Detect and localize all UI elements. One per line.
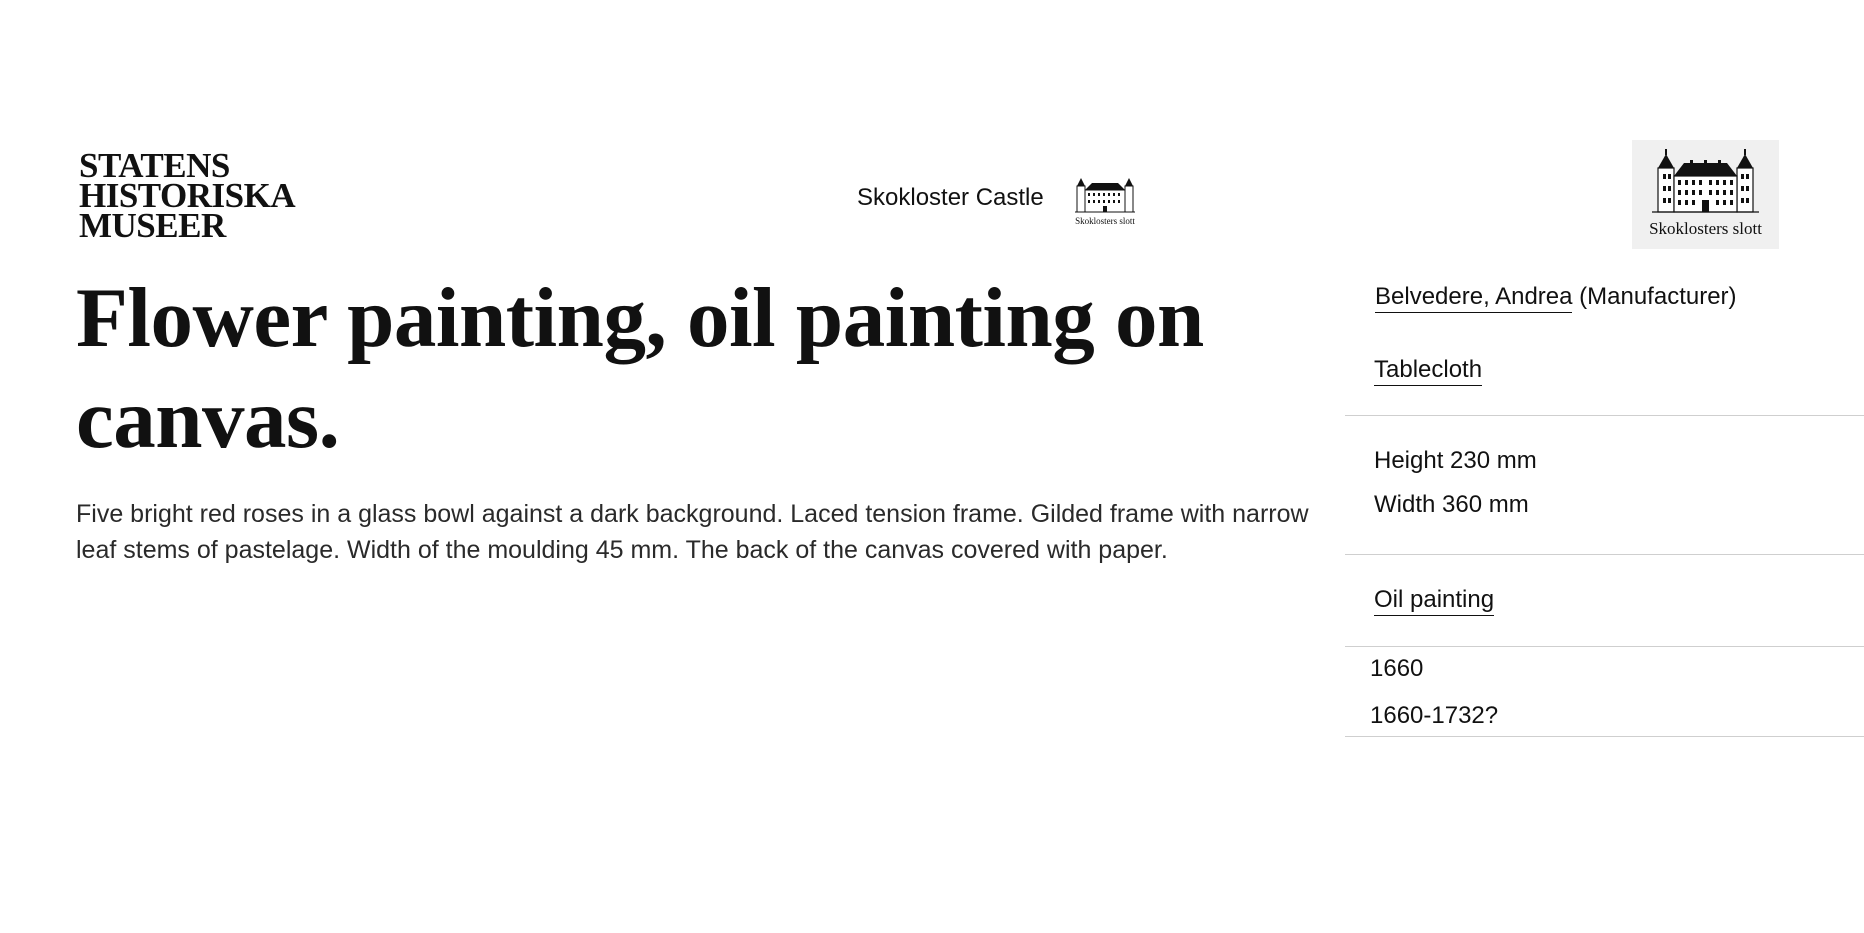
castle-link[interactable]: Skokloster Castle [857,184,1044,211]
museum-logo-line-2: HISTORISKA [79,176,296,215]
date-2: 1660-1732? [1370,702,1499,729]
castle-emblem-small-caption: Skoklosters slott [1075,216,1135,226]
dimension-height: Height 230 mm [1374,447,1537,474]
info-panel [1345,0,1864,933]
dimension-width: Width 360 mm [1374,491,1529,518]
classification-link[interactable]: Tablecloth [1374,356,1482,386]
manufacturer-row [1375,282,1737,312]
museum-logo[interactable] [79,146,296,245]
castle-emblem-big-caption: Skoklosters slott [1649,219,1762,238]
divider [1345,415,1864,416]
object-description: Five bright red roses in a glass bowl against a dark background. Laced tension frame. Gilded frame with narrow leaf stems of pastelage. Width of the moulding 45 mm. The back of the canvas covered with paper. [76,500,1309,564]
museum-logo-line-1: STATENS [79,146,230,185]
divider [1345,646,1864,647]
technique-link[interactable]: Oil painting [1374,586,1494,616]
classification-row [1374,355,1482,385]
technique-row [1374,585,1494,615]
museum-logo-line-3: MUSEER [79,206,226,245]
castle-icon [1072,174,1138,230]
manufacturer-link[interactable]: Belvedere, Andrea [1375,283,1572,313]
divider [1345,736,1864,737]
manufacturer-role: (Manufacturer) [1579,283,1737,310]
date-1: 1660 [1370,655,1424,682]
castle-emblem-small[interactable] [1072,174,1138,230]
divider [1345,554,1864,555]
page-title: Flower painting, oil painting on canvas. [76,271,1204,466]
